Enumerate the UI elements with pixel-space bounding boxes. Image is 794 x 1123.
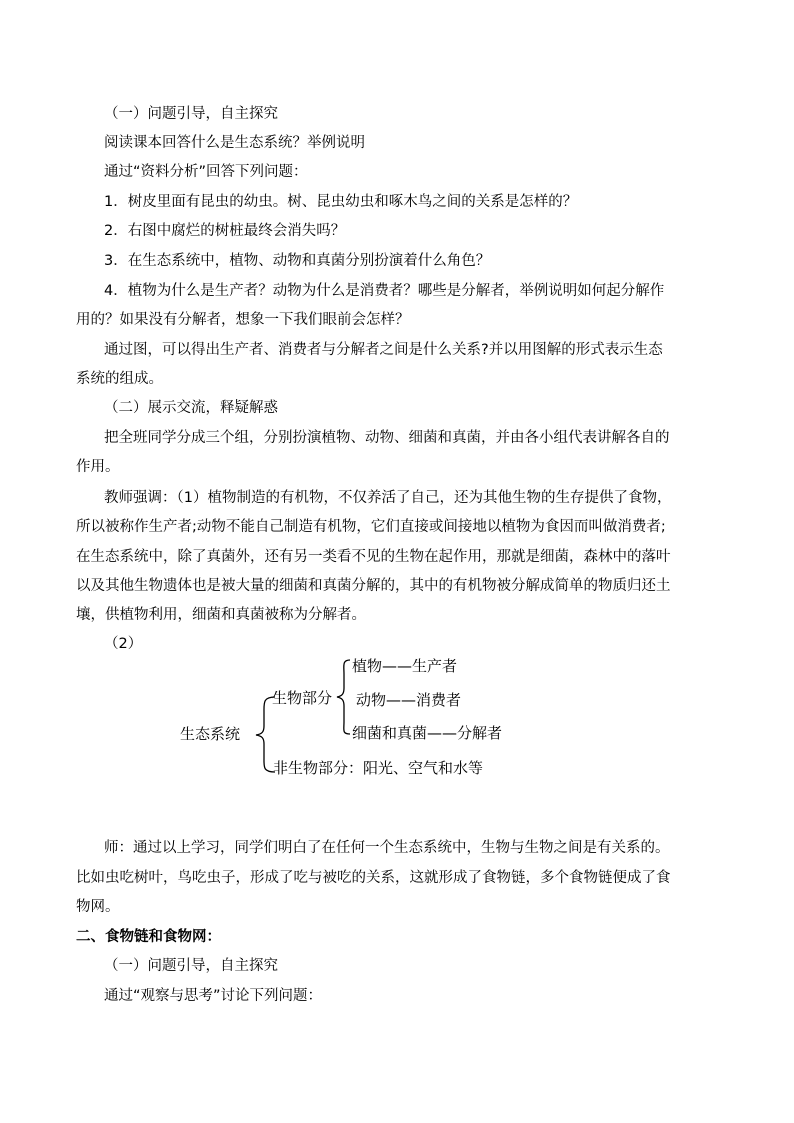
paragraph-observe-think: 通过“观察与思考”讨论下列问题： [104, 988, 323, 1004]
diagram-biotic-part: 生物部分 [272, 689, 333, 707]
section-heading-food-chain: 二、食物链和食物网： [76, 929, 221, 945]
paragraph-relationship-line-2: 系统的组成。 [76, 371, 163, 387]
question-4-line-1: 4．植物为什么是生产者？动物为什么是消费者？哪些是分解者，举例说明如何起分解作 [104, 283, 665, 299]
diagram-decomposer: 细菌和真菌——分解者 [352, 724, 503, 742]
sub-heading-question-guide: （一）问题引导，自主探究 [104, 958, 278, 974]
question-2: 2．右图中腐烂的树桩最终会消失吗？ [104, 223, 346, 239]
paragraph-teacher-summary-line-2: 比如虫吃树叶，鸟吃虫子，形成了吃与被吃的关系，这就形成了食物链，多个食物链便成了食 [76, 870, 671, 886]
question-1: 1．树皮里面有昆虫的幼虫。树、昆虫幼虫和啄木鸟之间的关系是怎样的？ [104, 194, 578, 210]
question-4-line-2: 用的？如果没有分解者，想象一下我们眼前会怎样？ [76, 312, 410, 328]
paragraph-relationship-line-1: 通过图，可以得出生产者、消费者与分解者之间是什么关系?并以用图解的形式表示生态 [104, 342, 663, 358]
paragraph-groups-line-1: 把全班同学分成三个组，分别扮演植物、动物、细菌和真菌，并由各小组代表讲解各自的 [104, 430, 670, 446]
diagram-root-ecosystem: 生态系统 [180, 725, 241, 743]
paragraph-data-analysis: 通过“资料分析”回答下列问题： [104, 164, 308, 180]
paragraph-teacher-line-1: 教师强调：（1）植物制造的有机物，不仅养活了自己，还为其他生物的生存提供了食物， [104, 490, 672, 506]
section-heading-1: （一）问题引导，自主探究 [104, 106, 278, 122]
paragraph-teacher-line-4: 以及其他生物遗体也是被大量的细菌和真菌分解的，其中的有机物被分解成简单的物质归还土 [76, 578, 671, 594]
section-heading-2: （二）展示交流，释疑解惑 [104, 400, 278, 416]
diagram-abiotic-part: 非生物部分：阳光、空气和水等 [273, 759, 484, 777]
question-3: 3．在生态系统中，植物、动物和真菌分别扮演着什么角色？ [104, 253, 491, 269]
paragraph-groups-line-2: 作用。 [76, 459, 120, 475]
paragraph-teacher-line-2: 所以被称作生产者;动物不能自己制造有机物，它们直接或间接地以植物为食因而叫做消费者; [76, 519, 666, 535]
diagram-producer: 植物——生产者 [352, 657, 458, 675]
paragraph-read-text: 阅读课本回答什么是生态系统？举例说明 [104, 135, 365, 151]
paragraph-teacher-line-5: 壤，供植物利用，细菌和真菌被称为分解者。 [76, 607, 366, 623]
paragraph-teacher-line-3: 在生态系统中，除了真菌外，还有另一类看不见的生物在起作用，那就是细菌，森林中的落叶 [76, 549, 671, 565]
paragraph-teacher-summary-line-1: 师：通过以上学习，同学们明白了在任何一个生态系统中，生物与生物之间是有关系的。 [104, 840, 670, 856]
paragraph-teacher-summary-line-3: 物网。 [76, 899, 120, 915]
diagram-consumer: 动物——消费者 [356, 691, 462, 709]
paragraph-item-2: （2） [104, 636, 143, 652]
biotic-brace [337, 660, 350, 734]
